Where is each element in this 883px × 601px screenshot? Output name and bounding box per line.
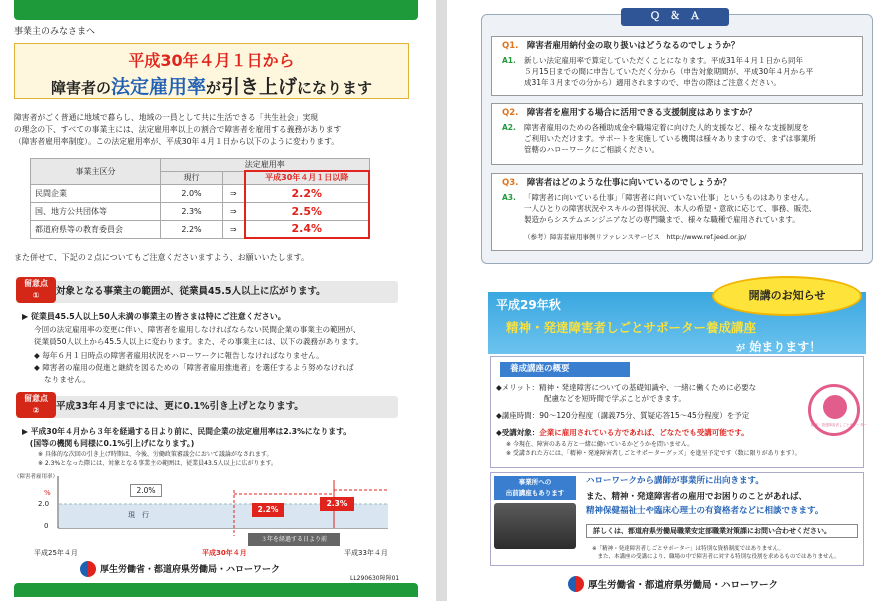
- title-part: が: [205, 79, 221, 97]
- badge-number: ②: [32, 406, 40, 415]
- answer-text: [524, 192, 816, 225]
- col-header-new: 平成30年４月１日以降: [245, 171, 370, 184]
- dispatch-heading: ハローワークから講師が事業所に出向きます。: [586, 476, 764, 486]
- dispatch-body: [586, 490, 823, 518]
- row-new: 2.2%: [245, 184, 370, 202]
- row-new: 2.4%: [245, 220, 370, 238]
- answer-line: 製造からシステムエンジニアなどの専門職まで、様々な職種で雇用されています。: [524, 215, 800, 224]
- bullet-line: ◆ 毎年６月１日時点の障害者雇用状況をハローワークに報告しなければなりません。: [34, 351, 324, 360]
- row-current: 2.3%: [161, 202, 223, 220]
- item-text: 90～120分程度（講義75分、質疑応答15～45分程度）を予定: [539, 411, 750, 420]
- arrow-icon: ⇒: [223, 184, 245, 202]
- chart-label-stage: 現 行: [128, 511, 149, 519]
- answer-line: ５月15日までの間に申告していただく分から（申告対象期間が、平成30年４月から平: [524, 67, 814, 76]
- row-current: 2.0%: [161, 184, 223, 202]
- answer-line: 「障害者に向いている仕事」「障害者に向いていない仕事」というものはありません。: [524, 193, 814, 202]
- page-gutter: [436, 0, 447, 601]
- overview-item: [496, 393, 796, 404]
- note-line: ※ 具体的な次回の引き上げ時期は、今後、労働政策審議会において議論がなされます。: [38, 451, 273, 458]
- arrow-icon: ⇒: [223, 220, 245, 238]
- item-text: 企業に雇用されている方であれば、どなたでも受講可能です。: [539, 428, 749, 437]
- item-label: ◆受講対象：: [496, 428, 540, 437]
- question-line: [502, 108, 756, 119]
- chart-x-mid: 平成30年４月: [202, 549, 247, 557]
- row-current: 2.2%: [161, 220, 223, 238]
- chart-label-2-2: 2.2%: [252, 503, 284, 517]
- answer-label: [502, 55, 516, 66]
- dispatch-line: また、精神・発達障害者の雇用でお困りのことがあれば、: [586, 492, 808, 502]
- point1-badge: [16, 277, 56, 303]
- question-text: 障害者はどのような仕事に向いているのでしょうか？: [526, 178, 731, 188]
- subheading-line: (国等の機関も同様に0.1%引上げになります。): [22, 439, 195, 448]
- course-start-part: が: [736, 344, 746, 354]
- answer-label-text: A2.: [502, 123, 516, 132]
- arrow-icon: ⇒: [223, 202, 245, 220]
- title-emphasis: 引き上げ: [221, 76, 298, 98]
- answer-text: [524, 122, 816, 155]
- badge-line: 事業所への: [518, 478, 552, 486]
- qa-title: Ｑ ＆ Ａ: [621, 8, 729, 26]
- table-row: [31, 184, 370, 202]
- intro-line: （障害者雇用率制度）。この法定雇用率が、平成30年４月１日から以下のように変わります。: [14, 137, 340, 146]
- contact-box: 詳しくは、都道府県労働局職業安定部職業対策課にお問い合わせください。: [586, 524, 858, 538]
- question-text: 障害者雇用納付金の取り扱いはどうなるのでしょうか？: [526, 41, 740, 51]
- greeting: 事業主のみなさまへ: [14, 27, 96, 37]
- item-text: 配慮などを短時間で学ぶことができます。: [544, 394, 686, 403]
- dispatch-line: 精神保健福祉士や臨床心理士の有資格者などに相談できます。: [586, 506, 824, 516]
- table-row: [31, 202, 370, 220]
- question-label: Q3.: [502, 178, 519, 188]
- overview-items: [496, 382, 796, 438]
- chart-x-start: 平成25年４月: [34, 549, 78, 557]
- row-name: 国、地方公共団体等: [31, 202, 161, 220]
- answer-label: [502, 122, 516, 133]
- chart-ytick: %: [44, 489, 51, 497]
- body-line: 今回の法定雇用率の変更に伴い、障害者を雇用しなければならない民間企業の事業主の範囲が、: [34, 325, 361, 334]
- note-line: ※ 2.3%となった際には、対象となる事業主の範囲は、従業員43.5人以上に広がります。: [38, 460, 278, 467]
- footer-org: 厚生労働省・都道府県労働局・ハローワーク: [588, 580, 779, 591]
- rate-table: [30, 158, 370, 239]
- heart-icon: [823, 395, 847, 419]
- ministry-logo-icon: [568, 576, 584, 592]
- bottom-accent-bar: [14, 583, 418, 597]
- chart-label-current: 2.0%: [130, 484, 162, 497]
- body-line: 従業員50人以上から45.5人以上に変わります。また、その事業主には、以下の義務があります。: [34, 337, 364, 346]
- answer-text: [524, 55, 813, 88]
- overview-item: [496, 382, 796, 393]
- question-label: Q2.: [502, 108, 519, 118]
- supporter-logo: [808, 384, 867, 436]
- chart-period-arrow: ３年を経過する日より前: [248, 533, 340, 546]
- fine-print-line: ※「精神・発達障害者しごとサポーター」は特別な資格制度ではありません。: [592, 546, 784, 552]
- answer-label-text: A3.: [502, 193, 516, 202]
- title-box: [14, 43, 409, 99]
- notice-bubble: 開講のお知らせ: [712, 276, 862, 316]
- left-page: [0, 0, 436, 601]
- col-header-arrow: [223, 171, 245, 184]
- item-label: ◆講座時間：: [496, 411, 540, 420]
- reference-link[interactable]: （参考）障害者雇用事例リファレンスサービス http://www.ref.jeed.or.jp/: [524, 233, 747, 241]
- answer-line: ご利用いただけます。サポートを実施している機関は様々ありますので、まずは事業所: [524, 134, 816, 143]
- col-header-rate: 法定雇用率: [161, 159, 370, 172]
- course-start-emphasis: 始まります！: [749, 340, 822, 354]
- also-note: また併せて、下記の２点についてもご注意くださいますよう、お願いいたします。: [14, 253, 310, 262]
- question-label: Q1.: [502, 41, 519, 51]
- fine-print-line: また、本講座の受講により、職場の中で障害者に対する特別な役割を求めるものではありません。: [592, 554, 840, 560]
- item-label: ◆メリット：: [496, 383, 539, 392]
- row-name: 都道府県等の教育委員会: [31, 220, 161, 238]
- course-start: [736, 338, 821, 355]
- badge-label: 留意点: [24, 394, 48, 403]
- bullet-line: ◆ 障害者の雇用の促進と継続を図るための「障害者雇用推進者」を選任するよう努めなければ: [34, 363, 354, 372]
- chart-label-2-3: 2.3%: [320, 497, 354, 511]
- answer-line: 新しい法定雇用率で算定していただくことになります。平成31年４月１日から同年: [524, 56, 803, 65]
- title-part: になります: [297, 79, 373, 97]
- point1-subheading: ▶ 従業員45.5人以上50人未満の事業主の皆さまは特にご注意ください。: [22, 312, 286, 321]
- intro-line: 障害者がごく普通に地域で暮らし、地域の一員として共に生活できる「共生社会」実現: [14, 113, 319, 122]
- qa-item: [491, 173, 863, 251]
- point2-notes: [38, 450, 277, 468]
- footer-org: 厚生労働省・都道府県労働局・ハローワーク: [100, 565, 281, 575]
- badge-number: ①: [32, 291, 40, 300]
- footer-code: LL290630障障01: [350, 575, 400, 582]
- overview-item: [496, 410, 796, 421]
- item-text: 精神・発達障害についての基礎知識や、一緒に働くために必要な: [538, 383, 757, 392]
- row-name: 民間企業: [31, 184, 161, 202]
- course-season: 平成29年秋: [496, 298, 561, 312]
- question-text: 障害者を雇用する場合に活用できる支援制度はありますか？: [526, 108, 757, 118]
- chart-ylabel: （障害者雇用率）: [14, 474, 59, 480]
- qa-item: [491, 36, 863, 96]
- ministry-logo-icon: [80, 561, 96, 577]
- row-new: 2.5%: [245, 202, 370, 220]
- overview-item: [496, 427, 796, 438]
- chart-x-end: 平成33年４月: [344, 549, 388, 557]
- subheading-line: ▶ 平成30年４月から３年を経過する日より前に、民間企業の法定雇用率は2.3%になります。: [22, 427, 352, 436]
- answer-line: 成31年３月までの分から）適用されますので、申告の際はご注意ください。: [524, 78, 781, 87]
- overview-title: 養成講座の概要: [500, 362, 630, 377]
- point2-badge: [16, 392, 56, 418]
- fine-print: [592, 545, 840, 561]
- course-title: 精神・発達障害者しごとサポーター養成講座: [506, 320, 757, 335]
- col-header-category: 事業主区分: [31, 159, 161, 185]
- intro-paragraph: [14, 112, 424, 148]
- answer-label: [502, 192, 516, 203]
- chart-ytick: 2.0: [38, 500, 50, 508]
- dispatch-badge: [494, 476, 576, 500]
- question-line: [502, 41, 739, 52]
- answer-line: 一人ひとりの障害状況やスキルの習得状況、本人の希望・意欲に応じて、事務、販売、: [524, 204, 817, 213]
- top-accent-bar: [14, 0, 418, 20]
- lecture-illustration: [494, 503, 576, 549]
- note-line: ※ 受講された方には、「精神・発達障害者しごとサポーターグッズ」を進呈予定です（数に限りがあります）。: [506, 450, 801, 457]
- overview-notes: [506, 440, 801, 458]
- col-header-current: 現行: [161, 171, 223, 184]
- chart-ytick: 0: [44, 522, 49, 530]
- table-row: [31, 220, 370, 238]
- point1-bullets: [34, 350, 354, 386]
- title-part: 障害者の: [50, 79, 111, 97]
- intro-line: の理念の下、すべての事業主には、法定雇用率以上の割合で障害者を雇用する義務があります: [14, 125, 342, 134]
- bullet-line: なりません。: [34, 375, 91, 384]
- point2-subheading: [22, 426, 351, 450]
- note-line: ※ 今現在、障害のある方と一緒に働いているかどうかを問いません。: [506, 441, 694, 448]
- answer-label-text: A1.: [502, 56, 516, 65]
- logo-caption: 精神・発達障害者しごとサポーター: [811, 423, 867, 427]
- point1-body: [34, 324, 363, 348]
- question-line: [502, 178, 731, 189]
- qa-item: [491, 103, 863, 165]
- title-main: [15, 72, 408, 99]
- answer-line: 管轄のハローワークにご相談ください。: [524, 145, 659, 154]
- point2-heading: 平成33年４月までには、更に0.1%引き上げとなります。: [46, 396, 398, 418]
- title-emphasis: 法定雇用率: [110, 76, 206, 98]
- badge-line: 出前講座もあります: [505, 489, 565, 497]
- badge-label: 留意点: [24, 279, 48, 288]
- answer-line: 障害者雇用のための各種助成金や職場定着に向けた人的支援など、様々な支援制度を: [524, 123, 809, 132]
- title-date: 平成30年４月１日から: [128, 51, 295, 70]
- point1-heading: 対象となる事業主の範囲が、従業員45.5人以上に広がります。: [46, 281, 398, 303]
